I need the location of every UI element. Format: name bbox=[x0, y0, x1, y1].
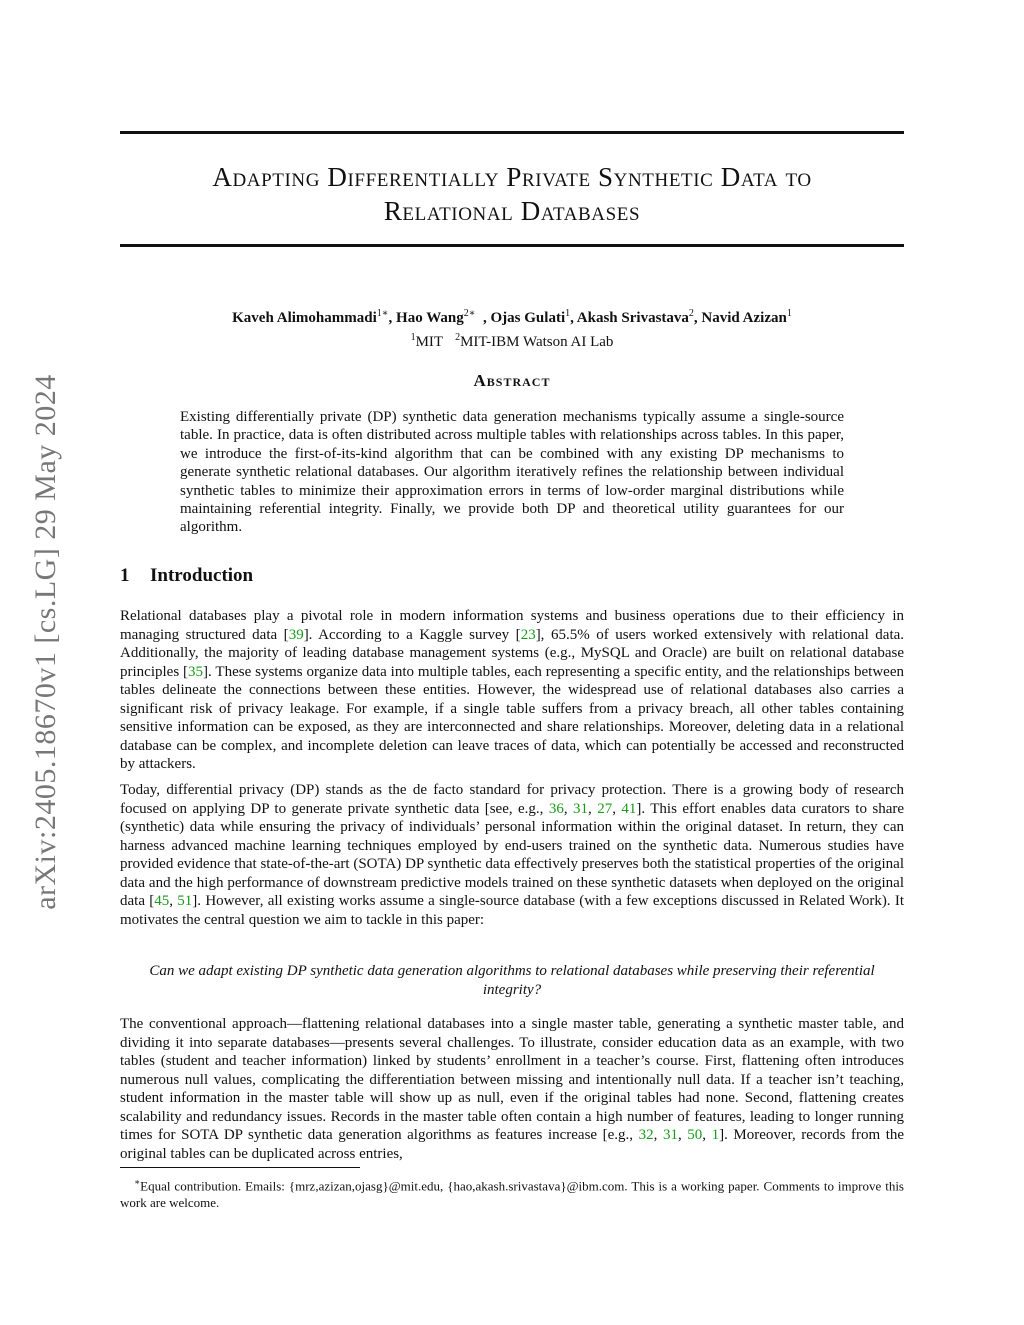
author-name: Akash Srivastava bbox=[576, 310, 689, 326]
author-name: Hao Wang bbox=[396, 310, 464, 326]
citation-link[interactable]: 32 bbox=[638, 1127, 654, 1143]
citation-link[interactable]: 39 bbox=[288, 626, 304, 643]
author-mark: 1 bbox=[786, 308, 792, 319]
citation-link[interactable]: 36 bbox=[548, 800, 564, 817]
title-line-1: Adapting Differentially Private Synthetic Data to bbox=[212, 162, 812, 192]
affil-name: MIT bbox=[415, 334, 444, 350]
footnote-text: Equal contribution. Emails: {mrz,azizan,ojasg}@mit.edu, {hao,akash.srivastava}@ibm.com. This is a working paper. Comments to improve this work are welcome. bbox=[120, 1178, 904, 1211]
abstract-heading: Abstract bbox=[473, 371, 551, 390]
citation-link[interactable]: 31 bbox=[662, 1127, 678, 1143]
citation-link[interactable]: 23 bbox=[520, 626, 536, 643]
title-rule-bottom bbox=[120, 244, 904, 247]
intro-paragraph-2: Today, differential privacy (DP) stands as the de facto standard for privacy protection. There is a growing body of research focused on applying DP to generate private synthetic data [see, e.g., 36, 31, 27, 41]. This effort enables data curators to share (synthetic) data while ensuring the privacy of individuals’ personal information within the original dataset. In return, they can harness advanced machine learning techniques employed by end-users trained on the synthetic data. Numerous studies have provided evidence that state-of-the-art (SOTA) DP synthetic data effectively preserves both the statistical properties of the original data and the high performance of downstream predictive models trained on these synthetic datasets when deployed on the original data [45, 51]. However, all existing works assume a single-source database (with a few exceptions discussed in Related Work). It motivates the central question we aim to tackle in this paper: bbox=[120, 782, 905, 928]
author-block bbox=[120, 304, 904, 352]
citation-link[interactable]: 45 bbox=[154, 893, 170, 909]
author-name: Ojas Gulati bbox=[490, 310, 566, 326]
citation-link[interactable]: 27 bbox=[597, 800, 613, 817]
research-question: Can we adapt existing DP synthetic data generation algorithms to relational databases while preserving their referential integrity? bbox=[149, 963, 875, 998]
title-rule-top bbox=[120, 131, 904, 134]
section-title: Introduction bbox=[150, 565, 254, 586]
citation-link[interactable]: 41 bbox=[621, 800, 637, 817]
section-number: 1 bbox=[120, 565, 130, 586]
citation-link[interactable]: 50 bbox=[687, 1127, 703, 1143]
paper-title bbox=[120, 160, 904, 228]
affil-mark: 2 bbox=[455, 332, 461, 343]
title-line-2: Relational Databases bbox=[383, 196, 641, 226]
citation-link[interactable]: 31 bbox=[573, 800, 589, 817]
affil-name: MIT-IBM Watson AI Lab bbox=[460, 334, 614, 350]
author-list: Kaveh Alimohammadi$^{1∗}$, Hao Wang$^{2∗}$ , Ojas Gulati$^1$, Akash Srivastava$^2$, Navid Azizan$^1$ bbox=[232, 308, 792, 326]
intro-paragraph-3: The conventional approach—flattening relational databases into a single master table, generating a synthetic master table, and dividing it into separate databases—presents several challenges. To illustrate, consider education data as an example, with two tables (student and teacher information) linked by students’ enrollment in a teacher’s course. First, flattening often introduces numerous null values, complicating the differentiation between missing and intentionally null data. If a teacher isn’t teaching, student information in the master table will show up as null, even if the original tables had none. Second, flattening creates scalability and redundancy issues. Records in the master table often contain a high number of features, leading to longer running times for SOTA DP synthetic data generation algorithms as features increase [e.g., 32, 31, 50, 1]. Moreover, records from the original tables can be duplicated across entries, bbox=[120, 1016, 905, 1162]
abstract-text: Existing differentially private (DP) synthetic data generation mechanisms typically assume a single-source table. In practice, data is often distributed across multiple tables with relationships across tables. In this paper, we introduce the first-of-its-kind algorithm that can be combined with any existing DP mechanisms to generate synthetic relational databases. Our algorithm iteratively refines the relationship between individual synthetic tables to minimize their approximation errors in terms of low-order marginal distributions while maintaining referential integrity. Finally, we provide both DP and theoretical utility guarantees for our algorithm. bbox=[180, 409, 844, 536]
footnote bbox=[120, 1174, 904, 1211]
arxiv-identifier[interactable]: arXiv:2405.18670v1 [cs.LG] 29 May 2024 bbox=[29, 374, 62, 910]
author-mark: 1 bbox=[565, 308, 571, 319]
section-heading bbox=[120, 565, 253, 587]
author-name: Navid Azizan bbox=[701, 310, 787, 326]
author-mark: 1∗ bbox=[376, 308, 389, 319]
footnote-mark: ∗ bbox=[134, 1177, 141, 1187]
author-mark: 2 bbox=[688, 308, 694, 319]
citation-link[interactable]: 1 bbox=[711, 1127, 720, 1143]
citation-link[interactable]: 51 bbox=[177, 893, 193, 909]
citation-link[interactable]: 35 bbox=[188, 663, 204, 680]
affil-mark: 1 bbox=[410, 332, 416, 343]
footnote-rule bbox=[120, 1167, 360, 1168]
affiliations bbox=[120, 328, 904, 352]
author-name: Kaveh Alimohammadi bbox=[232, 310, 377, 326]
intro-paragraph-1: Relational databases play a pivotal role in modern information systems and business operations due to their efficiency in managing structured data [39]. According to a Kaggle survey [23], 65.5% of users worked extensively with relational data. Additionally, the majority of leading database management systems (e.g., MySQL and Oracle) are built on relational database principles [35]. These systems organize data into multiple tables, each representing a specific entity, and the relationships between tables delineate the connections between these entities. However, the widespread use of relational databases also carries a significant risk of privacy leakage. For example, if a single table suffers from a privacy breach, all other tables containing sensitive information can be exposed, as they are interconnected and share relationships. Moreover, deleting data in a relational database can be complex, and incomplete deletion can leave traces of data, which can potentially be accessed and reconstructed by attackers. bbox=[120, 608, 905, 772]
author-mark: 2∗ bbox=[463, 308, 476, 319]
